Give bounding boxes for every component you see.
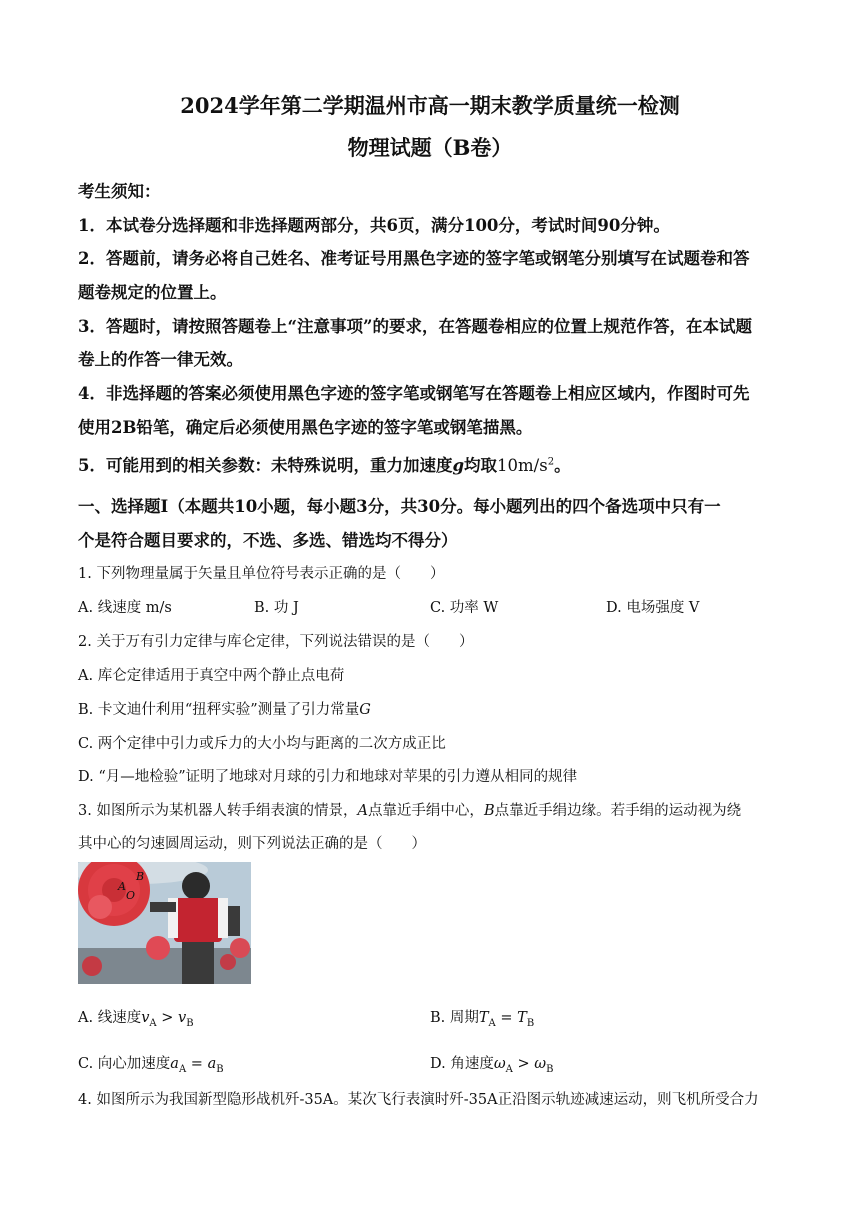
q3-stem-line1 xyxy=(78,799,741,820)
notice-item-4-cont: 使用2B铅笔，确定后必须使用黑色字迹的签字笔或钢笔描黑。 xyxy=(78,418,533,437)
q3-option-a-label: A. 线速度 xyxy=(78,1010,142,1026)
q1-option-a: A. 线速度 m/s xyxy=(78,600,172,616)
op-eq: = xyxy=(186,1056,208,1072)
q3-option-a xyxy=(78,1006,194,1029)
var-g: g xyxy=(452,456,465,475)
item5-mid: 均取 xyxy=(464,456,498,475)
op-eq: = xyxy=(495,1010,518,1026)
q1-option-b: B. 功 J xyxy=(254,600,299,616)
q2-option-b-text: B. 卡文迪什利用“扭秤实验”测量了引力常量 xyxy=(78,702,360,718)
value-unit: 10m/s xyxy=(497,456,548,475)
q3-stem-part1: 3. 如图所示为某机器人转手绢表演的情景， xyxy=(78,803,358,819)
q2-option-b xyxy=(78,698,371,719)
sub-a: A xyxy=(178,1063,187,1075)
q1-option-c: C. 功率 W xyxy=(430,600,499,616)
q2-stem: 2. 关于万有引力定律与库仑定律，下列说法错误的是（ ） xyxy=(78,634,474,650)
var-A: A xyxy=(357,803,368,819)
section1-heading-cont: 个是符合题目要求的，不选、多选、错选均不得分） xyxy=(78,531,458,550)
q3-stem-part3: 点靠近手绢边缘。若手绢的运动视为绕 xyxy=(494,803,742,819)
sym-a: a xyxy=(170,1056,179,1072)
notice-item-3-cont: 卷上的作答一律无效。 xyxy=(78,350,243,369)
q1-stem: 1. 下列物理量属于矢量且单位符号表示正确的是（ ） xyxy=(78,566,445,582)
q2-option-c: C. 两个定律中引力或斥力的大小均与距离的二次方成正比 xyxy=(78,736,446,752)
var-B: B xyxy=(483,803,495,819)
sub-b: B xyxy=(216,1063,224,1075)
q1-option-d: D. 电场强度 V xyxy=(606,600,700,616)
sub-b: B xyxy=(186,1017,194,1029)
photo-illustration xyxy=(78,862,251,984)
sym-omega: ω xyxy=(534,1056,547,1072)
sym-T: T xyxy=(478,1010,489,1026)
sym-a: a xyxy=(207,1056,217,1072)
q3-stem-part2: 点靠近手绢中心， xyxy=(367,803,484,819)
photo-label-b: B xyxy=(136,870,145,883)
q3-option-d xyxy=(430,1052,553,1075)
notice-item-2-cont: 题卷规定的位置上。 xyxy=(78,283,227,302)
var-G: G xyxy=(359,702,371,718)
notice-heading: 考生须知： xyxy=(78,182,161,201)
q3-stem-line2: 其中心的匀速圆周运动，则下列说法正确的是（ ） xyxy=(78,836,426,852)
q3-option-b xyxy=(430,1006,534,1029)
q3-option-d-label: D. 角速度 xyxy=(430,1056,494,1072)
section1-heading: 一、选择题Ⅰ（本题共10小题，每小题3分，共30分。每小题列出的四个备选项中只有一 xyxy=(78,497,721,516)
sub-a: A xyxy=(149,1017,157,1029)
notice-item-2: 2．答题前，请务必将自己姓名、准考证号用黑色字迹的签字笔或钢笔分别填写在试题卷和答 xyxy=(78,249,750,268)
q2-option-a: A. 库仑定律适用于真空中两个静止点电荷 xyxy=(78,668,345,684)
notice-item-4: 4．非选择题的答案必须使用黑色字迹的签字笔或钢笔写在答题卷上相应区域内，作图时可先 xyxy=(78,384,750,403)
q3-option-b-label: B. 周期 xyxy=(430,1010,479,1026)
sym-v: v xyxy=(178,1010,187,1026)
exam-subtitle: 物理试题（B卷） xyxy=(347,135,513,160)
item5-prefix: 5．可能用到的相关参数：未特殊说明，重力加速度 xyxy=(78,456,453,475)
item5-end: 。 xyxy=(554,456,571,475)
notice-item-5 xyxy=(78,452,571,476)
sym-omega: ω xyxy=(493,1056,506,1072)
q3-option-c-label: C. 向心加速度 xyxy=(78,1056,171,1072)
op-gt: > xyxy=(156,1010,179,1026)
sub-a: A xyxy=(488,1017,496,1029)
notice-item-1: 1．本试卷分选择题和非选择题两部分，共6页，满分100分，考试时间90分钟。 xyxy=(78,216,670,235)
photo-label-o: O xyxy=(126,889,136,902)
sub-b: B xyxy=(526,1017,535,1029)
notice-item-3: 3．答题时，请按照答题卷上“注意事项”的要求，在答题卷相应的位置上规范作答，在本试题 xyxy=(78,317,752,336)
q4-stem: 4. 如图所示为我国新型隐形战机歼-35A。某次飞行表演时歼-35A正沿图示轨迹减速运动，则飞机所受合力 xyxy=(78,1092,759,1108)
q3-option-c xyxy=(78,1052,224,1075)
sym-v: v xyxy=(141,1010,150,1026)
op-gt: > xyxy=(512,1056,535,1072)
sym-T: T xyxy=(517,1010,527,1026)
value-exponent: 2 xyxy=(547,456,555,468)
exam-title: 2024学年第二学期温州市高一期末教学质量统一检测 xyxy=(180,93,680,118)
sub-a: A xyxy=(505,1063,513,1075)
robot-handkerchief-photo xyxy=(78,862,251,984)
item5-value xyxy=(497,456,554,475)
photo-label-a: A xyxy=(118,880,126,893)
q2-option-d: D. “月—地检验”证明了地球对月球的引力和地球对苹果的引力遵从相同的规律 xyxy=(78,769,578,785)
sub-b: B xyxy=(546,1063,554,1075)
